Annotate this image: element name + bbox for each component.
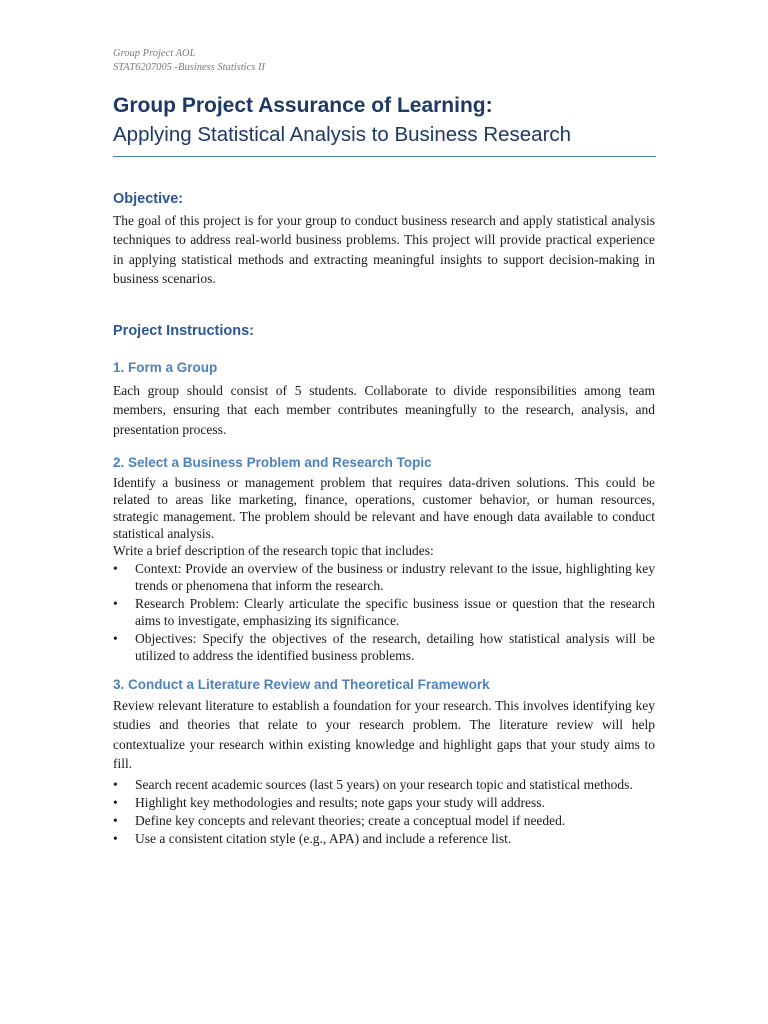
header-course-code: STAT6207005 -Business Statistics II [113, 62, 265, 73]
document-title [113, 92, 656, 157]
step2-lead: Write a brief description of the research topic that includes: [113, 543, 434, 558]
list-item [113, 560, 655, 594]
list-item-text: Context: Provide an overview of the business or industry relevant to the issue, highlighting key trends or phenomena that inform the research. [135, 561, 655, 593]
title-subtitle: Applying Statistical Analysis to Business Research [113, 123, 572, 146]
list-item [113, 595, 655, 629]
step3-heading: 3. Conduct a Literature Review and Theoretical Framework [113, 677, 490, 692]
list-item-text: Objectives: Specify the objectives of the research, detailing how statistical analysis will be utilized to address the identified business problems. [135, 631, 655, 663]
objective-paragraph: The goal of this project is for your group to conduct business research and apply statistical analysis techniques to address real-world business problems. This project will provide practical experience in applying statistical methods and extracting meaningful insights to support decision-making in business scenarios. [113, 213, 655, 286]
list-item-text: Define key concepts and relevant theories; create a conceptual model if needed. [135, 813, 566, 828]
list-item-text: Search recent academic sources (last 5 years) on your research topic and statistical methods. [135, 777, 633, 792]
step3-paragraph: Review relevant literature to establish a foundation for your research. This involves identifying key studies and theories that relate to your research problem. The literature review will help contextualize your research within existing knowledge and highlight gaps that your study aims to fill. [113, 698, 655, 771]
bullet-marker: • [113, 813, 118, 828]
step3-bullet-list [113, 776, 655, 848]
list-item [113, 776, 655, 793]
bullet-marker: • [113, 596, 118, 611]
step2-paragraph: Identify a business or management problem that requires data-driven solutions. This could be related to areas like marketing, finance, operations, customer behavior, or human resources, strategic management. The problem should be relevant and have enough data available to conduct statistical analysis. [113, 475, 655, 541]
instructions-heading: Project Instructions: [113, 323, 254, 339]
bullet-marker: • [113, 795, 118, 810]
list-item [113, 830, 655, 847]
objective-heading: Objective: [113, 191, 184, 207]
list-item-text: Research Problem: Clearly articulate the specific business issue or question that the research aims to investigate, emphasizing its significance. [135, 596, 655, 628]
step2-bullet-list [113, 560, 655, 665]
list-item [113, 630, 655, 664]
header-course-project: Group Project AOL [113, 48, 196, 59]
list-item-text: Use a consistent citation style (e.g., APA) and include a reference list. [135, 831, 512, 846]
list-item [113, 812, 655, 829]
bullet-marker: • [113, 561, 118, 576]
step2-heading: 2. Select a Business Problem and Research Topic [113, 455, 432, 470]
list-item-text: Highlight key methodologies and results; note gaps your study will address. [135, 795, 545, 810]
bullet-marker: • [113, 777, 118, 792]
title-main: Group Project Assurance of Learning: [113, 94, 493, 117]
step1-heading: 1. Form a Group [113, 360, 218, 375]
bullet-marker: • [113, 631, 118, 646]
list-item [113, 794, 655, 811]
step1-paragraph: Each group should consist of 5 students. Collaborate to divide responsibilities among team members, ensuring that each member contributes meaningfully to the research, analysis, and presentation process. [113, 383, 655, 437]
bullet-marker: • [113, 831, 118, 846]
running-header [113, 47, 265, 75]
